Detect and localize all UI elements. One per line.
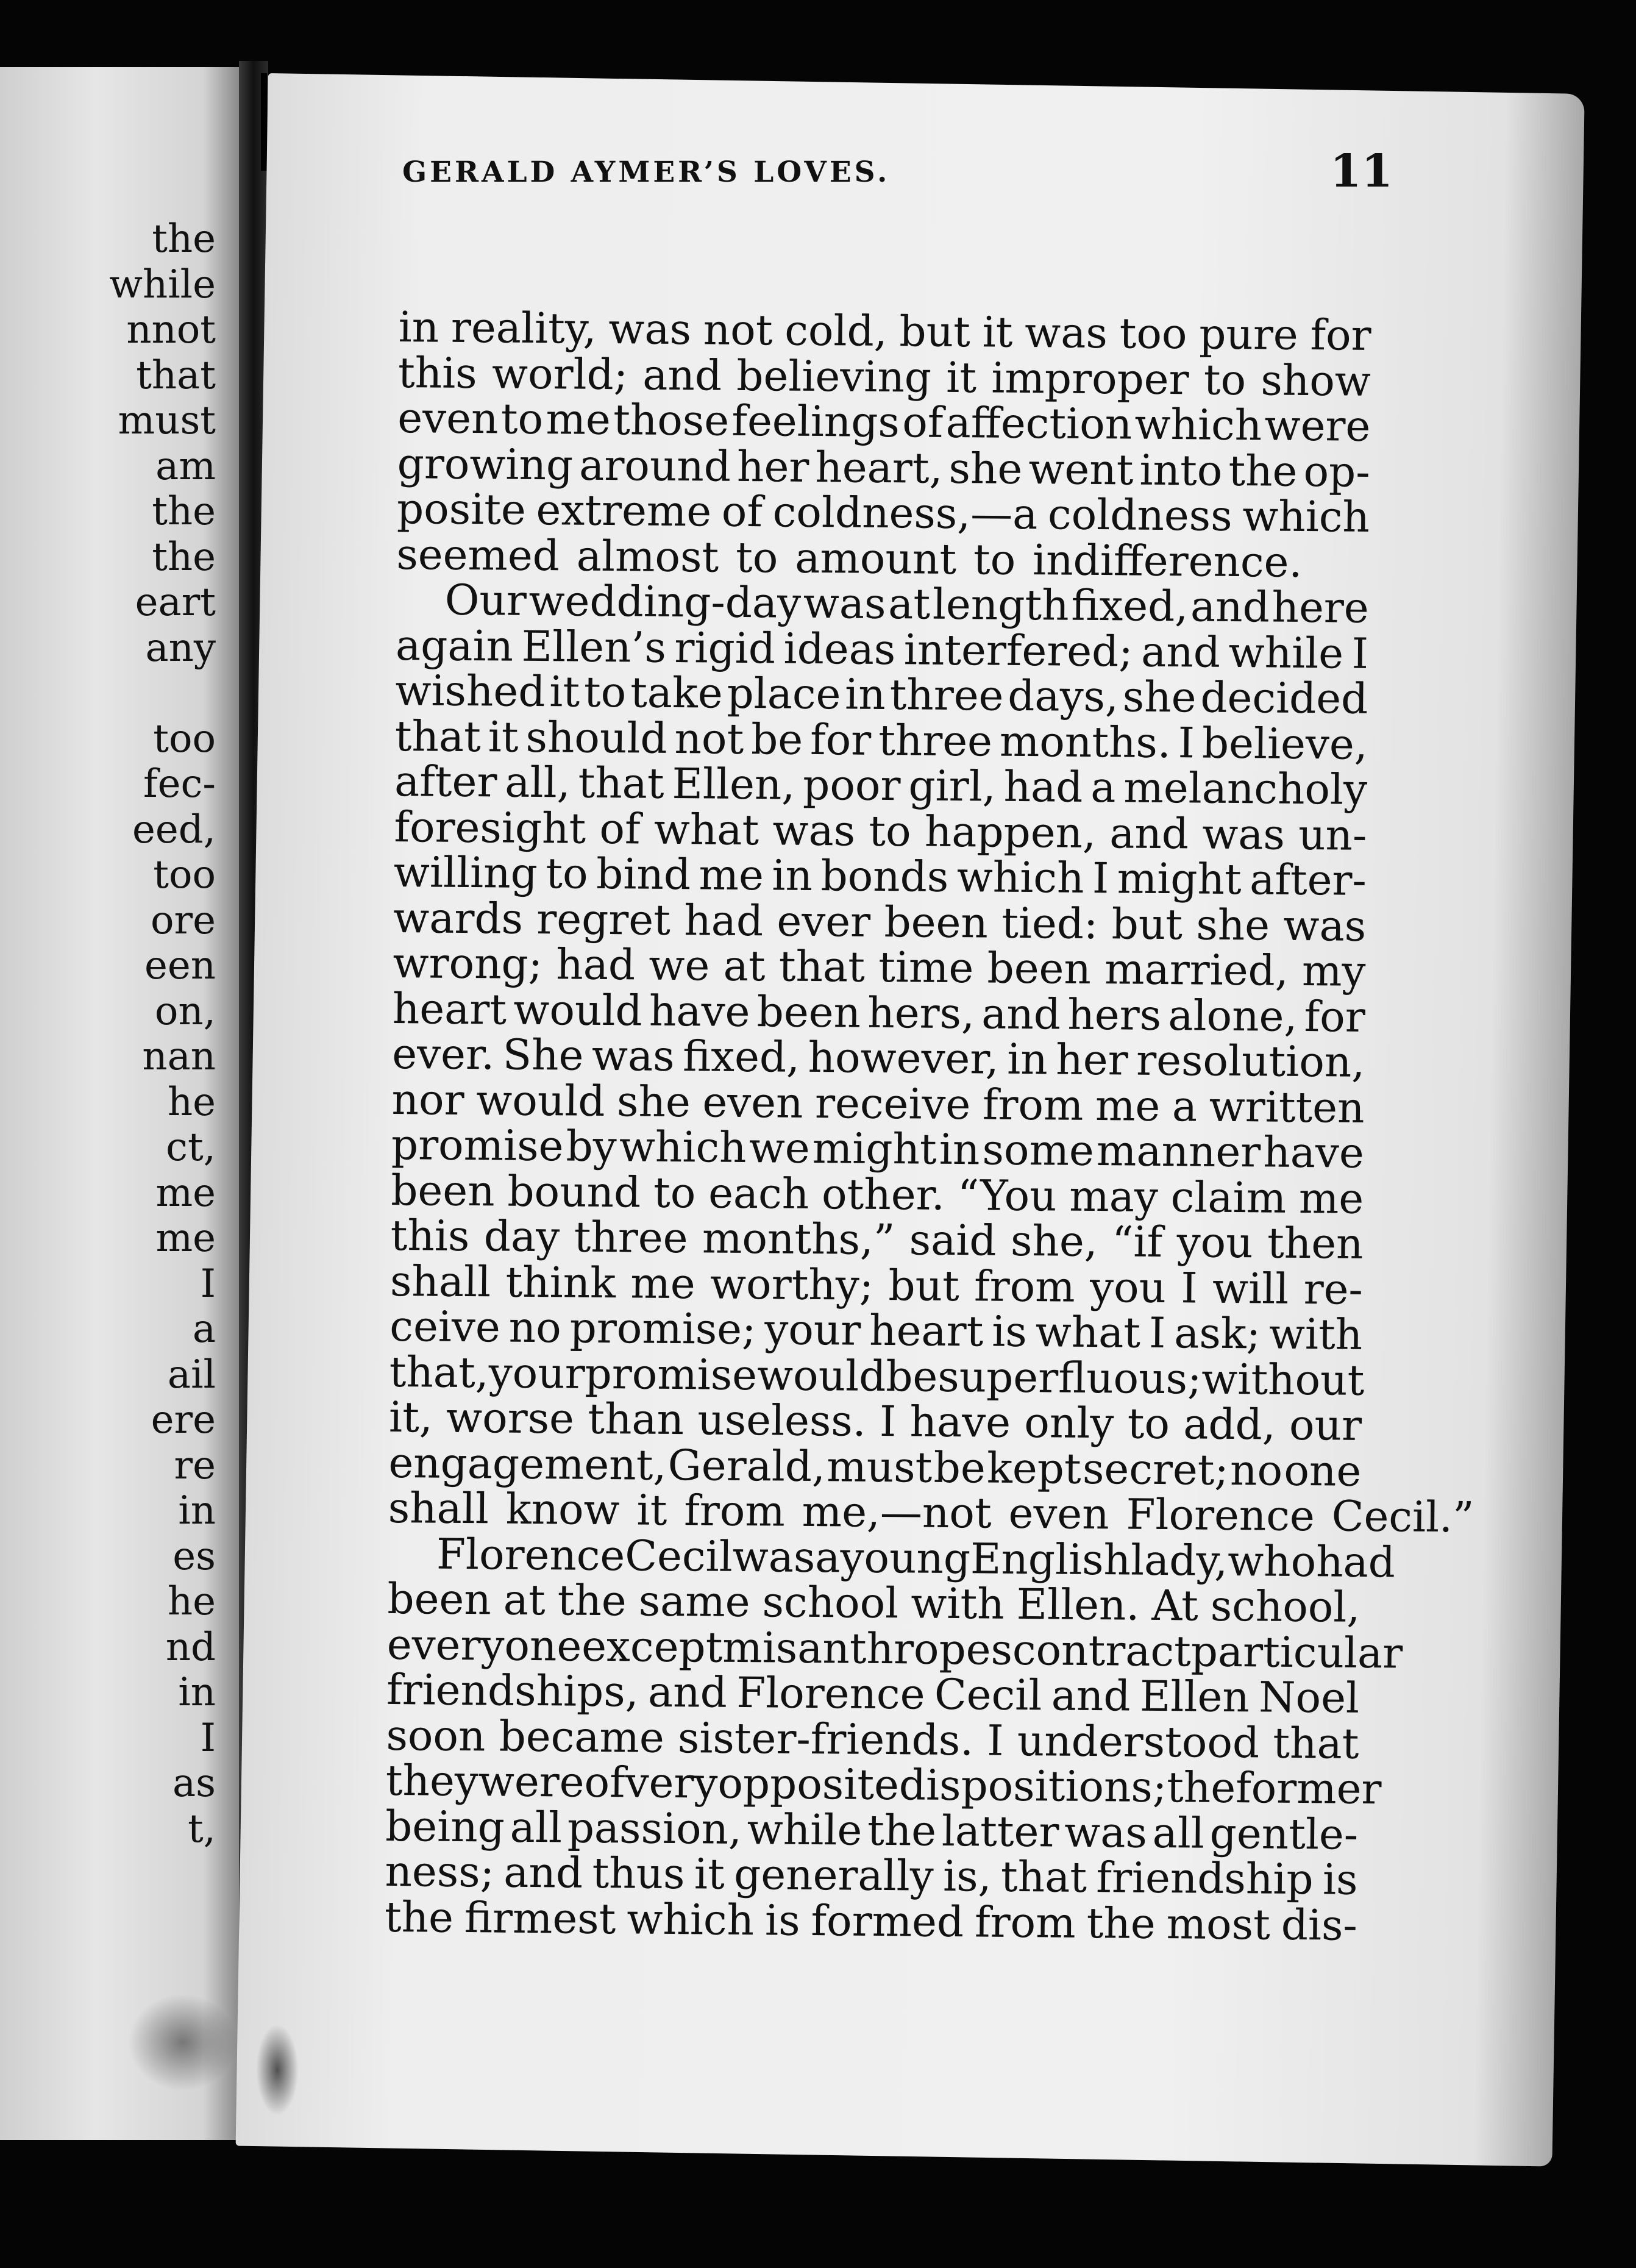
text-line: in reality, was not cold, but it was too pure for	[398, 303, 1371, 360]
text-line: even to me those feelings of affection which were	[397, 393, 1371, 451]
text-line: growing around her heart, she went into the op-	[397, 439, 1370, 497]
text-line: heart would have been hers, and hers alone, for	[392, 984, 1366, 1042]
facing-page-fragment: I	[200, 1261, 216, 1307]
body-text	[384, 303, 1474, 1950]
text-line: friendships, and Florence Cecil and Ellen Noel	[386, 1665, 1360, 1723]
text-line: ceive no promise; your heart is what I ask; with	[389, 1302, 1363, 1360]
facing-page-fragment: t,	[187, 1806, 216, 1852]
text-line: willing to bind me in bonds which I might after-	[393, 847, 1367, 905]
text-line: this day three months,” said she, “if you then	[390, 1211, 1364, 1269]
ink-smudge	[256, 2024, 299, 2116]
text-line: ever. She was fixed, however, in her resolution,	[391, 1029, 1365, 1087]
text-line: Florence Cecil was a young English lady, who had	[436, 1530, 1396, 1587]
running-head: GERALD AYMER’S LOVES.	[402, 155, 891, 189]
gutter-mark	[261, 73, 267, 171]
text-line: they were of very opposite dispositions; the former	[385, 1756, 1382, 1814]
text-line: seemed almost to amount to indifference.	[396, 530, 1303, 587]
text-line: foresight of what was to happen, and was un-	[394, 802, 1367, 860]
facing-page-fragment: am	[155, 443, 216, 489]
facing-page-fragment: in	[178, 1670, 216, 1715]
facing-page-fragment: in	[178, 1488, 216, 1533]
text-line: that it should not be for three months. I believe,	[394, 711, 1368, 769]
facing-page-fragment: the	[152, 216, 216, 262]
page-number: 11	[1330, 145, 1393, 198]
facing-page-fragment: re	[174, 1442, 216, 1488]
text-line: posite extreme of coldness,—a coldness which	[396, 484, 1370, 542]
facing-page-fragment: he	[167, 1079, 216, 1125]
text-line: shall think me worthy; but from you I will re-	[389, 1257, 1364, 1314]
ink-smudge	[128, 1994, 238, 2091]
facing-page-fragment: ail	[167, 1352, 216, 1397]
facing-page-fragment: nan	[142, 1034, 216, 1079]
facing-page-fragment: ct,	[166, 1125, 216, 1170]
text-line: wished it to take place in three days, she decided	[395, 666, 1368, 724]
text-line: this world; and believing it improper to show	[397, 348, 1371, 406]
facing-page-fragment: eed,	[132, 807, 216, 852]
facing-page-fragment: on,	[154, 988, 216, 1034]
facing-page-fragment: while	[109, 262, 216, 307]
facing-page-fragment: ere	[151, 1397, 216, 1442]
facing-page-fragment: any	[145, 625, 216, 671]
facing-page-fragment: es	[172, 1533, 216, 1579]
facing-page-fragment: he	[167, 1579, 216, 1624]
facing-page-fragment: must	[118, 398, 216, 443]
text-line: every one except misanthropes contract particular	[386, 1620, 1403, 1678]
facing-page-fragment: nnot	[126, 307, 216, 352]
facing-page-fragment: the	[152, 534, 216, 580]
text-line: again Ellen’s rigid ideas interfered; and while I	[395, 621, 1369, 679]
text-line: ness; and thus it generally is, that friendship is	[385, 1847, 1358, 1905]
facing-page-fragment: too	[153, 716, 216, 761]
facing-page-fragment: as	[172, 1761, 216, 1806]
text-line: Our wedding-day was at length fixed, and here	[444, 576, 1370, 633]
facing-page-fragment: een	[144, 943, 216, 988]
text-line: engagement, Gerald, must be kept secret; no one	[388, 1438, 1362, 1496]
facing-page-fragment: that	[136, 352, 216, 398]
facing-page-fragment: me	[155, 1170, 216, 1216]
text-line: shall know it from me,—not even Florence Cecil.”	[388, 1483, 1474, 1542]
text-line: the firmest which is formed from the most dis-	[384, 1892, 1358, 1950]
text-line: being all passion, while the latter was all gentle-	[385, 1802, 1359, 1860]
facing-page-fragment: eart	[135, 580, 216, 625]
text-line: promise by which we might in some manner have	[391, 1120, 1365, 1178]
text-line: wrong; had we at that time been married, my	[393, 938, 1366, 996]
text-line: soon became sister-friends. I understood that	[386, 1711, 1359, 1769]
facing-page-fragment: me	[155, 1216, 216, 1261]
facing-page-fragment: a	[192, 1307, 216, 1352]
text-line: after all, that Ellen, poor girl, had a melancholy	[394, 757, 1368, 815]
facing-page-fragment: I	[200, 1715, 216, 1761]
facing-page-fragment: too	[153, 852, 216, 897]
facing-page-left	[0, 67, 239, 2140]
text-line: been bound to each other. “You may claim me	[390, 1166, 1364, 1224]
text-line: wards regret had ever been tied: but she was	[393, 893, 1367, 951]
facing-page-fragment: nd	[165, 1624, 216, 1670]
text-line: been at the same school with Ellen. At school,	[387, 1574, 1360, 1632]
text-line: nor would she even receive from me a written	[391, 1075, 1365, 1133]
facing-page-fragment: the	[152, 489, 216, 534]
facing-page-fragment: ore	[151, 897, 216, 943]
facing-page-fragment: fec-	[143, 761, 216, 807]
text-line: that, your promise would be superfluous; without	[389, 1347, 1365, 1405]
text-line: it, worse than useless. I have only to add, our	[388, 1393, 1362, 1450]
